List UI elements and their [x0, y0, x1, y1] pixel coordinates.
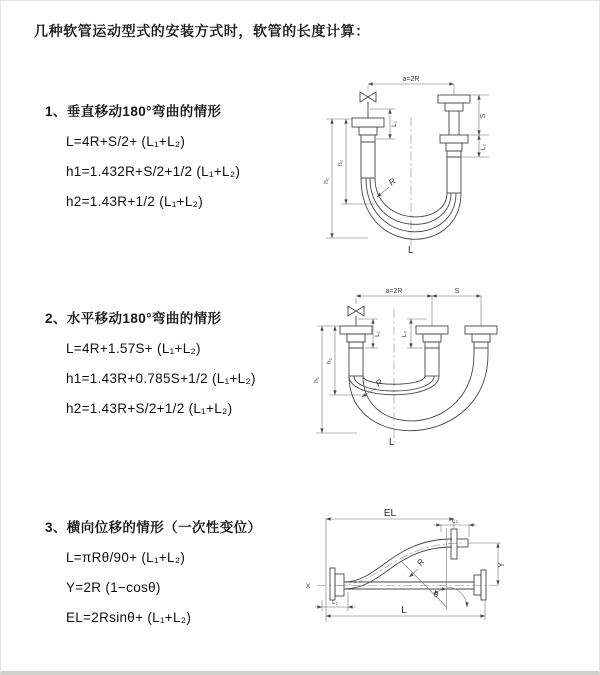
diagram-3-drawing — [301, 504, 591, 671]
left-pipe-flange — [352, 118, 384, 142]
dim-lines-left — [326, 119, 375, 238]
angle-swing-arc — [447, 587, 468, 607]
diagram-2-drawing — [307, 283, 589, 463]
valve-icon — [360, 92, 376, 118]
right-pipe-flange — [465, 326, 497, 354]
s-curve-hose — [344, 539, 452, 589]
formula-h1: h1=1.432R+S/2+1/2 (L₁+L₂) — [66, 164, 241, 179]
dim-el-label: EL — [383, 508, 397, 519]
left-flange — [330, 568, 344, 600]
radius-label: R — [373, 376, 385, 389]
length-label: L — [389, 437, 395, 448]
dim-h2-label: h₂ — [326, 357, 333, 365]
dim-l-label: L — [401, 605, 407, 616]
dim-lines-l2 — [434, 525, 476, 537]
diagram-vertical-bend — [313, 71, 585, 263]
section-1-heading: 1、垂直移动180°弯曲的情形 — [45, 104, 222, 119]
formula-el: EL=2Rsinθ+ (L₁+L₂) — [66, 610, 192, 625]
angle-label: θ — [434, 590, 439, 599]
middle-hose-braid — [425, 348, 439, 376]
section-3-formulas — [66, 543, 261, 633]
construction-diagonal — [401, 561, 447, 607]
formula-h2: h2=1.43R+1/2 (L₁+L₂) — [66, 194, 204, 209]
diagram-lateral-displacement — [301, 504, 591, 671]
radius-label: R — [414, 556, 427, 568]
formula-length: L=πRθ/90+ (L₁+L₂) — [66, 550, 186, 565]
right-hose-braid — [447, 157, 461, 193]
formula-y: Y=2R (1−cosθ) — [66, 580, 161, 595]
right-flange — [474, 570, 486, 600]
dim-lines-top — [356, 296, 481, 326]
right-pipe-flanges — [438, 95, 470, 157]
section-3-heading: 3、横向位移的情形（一次性变位） — [45, 520, 262, 535]
diagram-1-drawing — [313, 71, 585, 263]
length-label: L — [408, 245, 414, 256]
dim-l1-label: L₁ — [391, 121, 398, 127]
dim-l2-label: L₂ — [480, 143, 487, 151]
formula-length: L=4R+1.57S+ (L₁+L₂) — [66, 341, 201, 356]
left-pipe-flange — [340, 326, 372, 348]
dim-y-label: Y — [497, 562, 506, 568]
valve-icon — [348, 306, 364, 326]
page-title: 几种软管运动型式的安装方式时，软管的长度计算： — [34, 23, 370, 39]
dim-h1-label: h₁ — [323, 178, 330, 184]
dim-l2-label: L₂ — [401, 330, 408, 338]
section-horizontal-movement — [45, 307, 256, 424]
section-lateral-displacement — [45, 516, 261, 633]
dim-h2-label: h₂ — [337, 159, 344, 167]
dim-span-label: a=2R — [385, 288, 403, 295]
dim-lines-el — [326, 519, 454, 622]
formula-length: L=4R+S/2+ (L₁+L₂) — [66, 134, 186, 149]
dim-lines-top — [368, 84, 454, 95]
left-hose-braid — [361, 142, 375, 178]
hose-centerline — [337, 543, 463, 586]
section-vertical-movement — [45, 100, 240, 217]
dim-l1-label: L₁ — [332, 599, 338, 606]
section-2-formulas — [66, 334, 256, 424]
dim-s-label: S — [454, 288, 460, 295]
formula-h2: h2=1.43R+S/2+1/2 (L₁+L₂) — [66, 401, 233, 416]
dim-s-label: S — [480, 113, 487, 119]
displaced-flange — [451, 529, 468, 559]
diagram-horizontal-bend — [307, 283, 589, 463]
dim-l2-label: L₂ — [451, 517, 459, 525]
section-2-heading: 2、水平移动180°弯曲的情形 — [45, 311, 222, 326]
axis-mark-label: X — [306, 583, 311, 590]
left-hose-braid — [349, 348, 363, 376]
dim-span-label: a=2R — [402, 76, 420, 83]
formula-h1: h1=1.43R+0.785S+1/2 (L₁+L₂) — [66, 371, 256, 386]
dim-h1-label: h₁ — [313, 377, 320, 383]
dim-l1-label: L₁ — [374, 331, 381, 337]
middle-pipe-flange — [416, 326, 448, 348]
radius-label: R — [386, 175, 398, 188]
section-1-formulas — [66, 127, 240, 217]
